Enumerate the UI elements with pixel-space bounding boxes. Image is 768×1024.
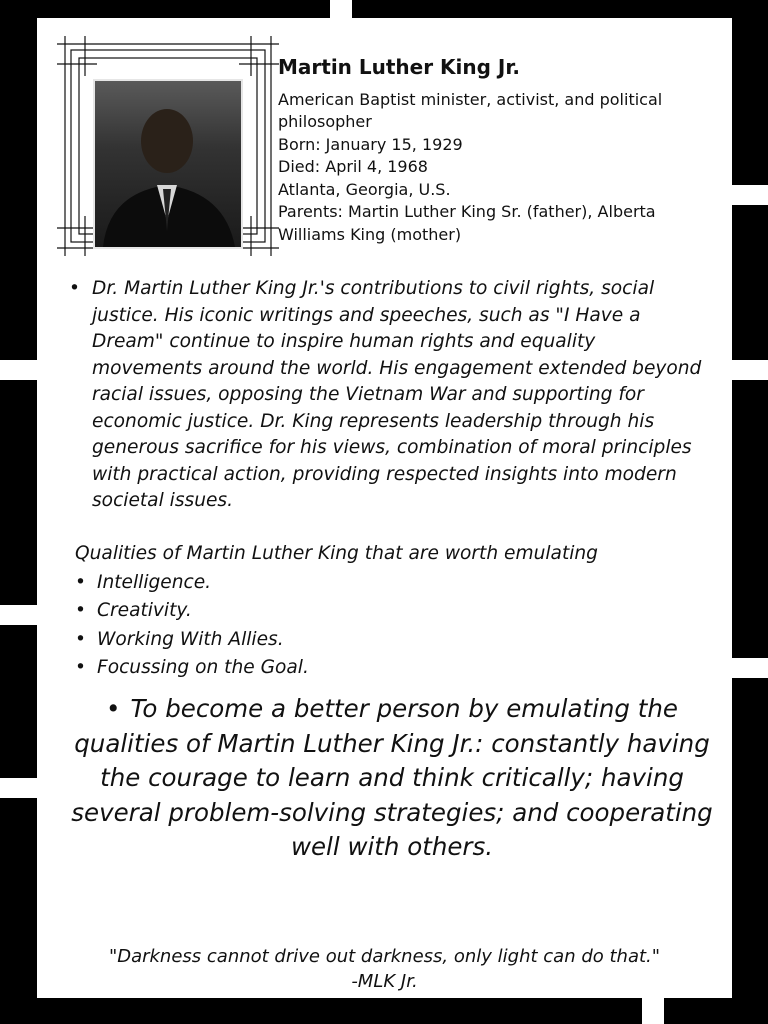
profile-header (278, 56, 718, 246)
list-item: • Intelligence. (75, 569, 715, 598)
list-item: • Creativity. (75, 597, 715, 626)
frame-gap-right-2 (732, 360, 768, 380)
bullet-icon: • (75, 600, 86, 621)
person-birthplace: Atlanta, Georgia, U.S. (278, 179, 451, 199)
person-silhouette-icon (95, 81, 241, 247)
portrait-frame (57, 36, 279, 256)
document-card (37, 18, 732, 998)
quote-block (37, 944, 732, 994)
bullet-icon: • (75, 628, 86, 650)
bullet-icon: • (69, 278, 80, 299)
bullet-icon: • (75, 571, 86, 593)
frame-gap-left-3 (0, 778, 37, 798)
frame-gap-right-3 (732, 658, 768, 678)
biography-paragraph (69, 276, 709, 515)
portrait-photo (93, 79, 243, 249)
list-item: • Focussing on the Goal. (75, 654, 715, 683)
qualities-section (75, 540, 715, 683)
frame-gap-top (330, 0, 352, 18)
frame-gap-left-2 (0, 605, 37, 625)
bullet-icon: • (106, 694, 121, 723)
frame-gap-right-1 (732, 185, 768, 205)
qualities-heading: Qualities of Martin Luther King that are worth emulating (75, 543, 598, 564)
person-parents: Parents: Martin Luther King Sr. (father), Alberta Williams King (mother) (278, 202, 656, 244)
biography-text: Dr. Martin Luther King Jr.'s contributions to civil rights, social justice. His iconic writings and speeches, such as "I Have a Dream" continue to inspire human rights and equality movements around the world. His engagement extended beyond racial issues, opposing the Vietnam War and supporting for economic justice. Dr. King represents leadership through his generous sacrifice for his views, combination of moral principles with practical action, providing respected insights into modern societal issues. (92, 278, 702, 511)
quote-text: "Darkness cannot drive out darkness, only light can do that." (108, 946, 661, 967)
person-name: Martin Luther King Jr. (278, 55, 520, 79)
list-item: • Working With Allies. (75, 626, 715, 655)
person-born: Born: January 15, 1929 (278, 134, 463, 154)
qualities-list (75, 569, 715, 683)
self-improvement-statement (57, 692, 727, 865)
self-improvement-text: To become a better person by emulating the qualities of Martin Luther King Jr.: constantly having the courage to learn and think critically; having several problem-solving strategies; and cooperating well with others. (71, 694, 713, 861)
frame-gap-left-1 (0, 360, 37, 380)
person-died: Died: April 4, 1968 (278, 157, 428, 176)
person-description: American Baptist minister, activist, and political philosopher (278, 89, 663, 131)
bullet-icon: • (75, 657, 86, 678)
frame-gap-bottom (642, 998, 664, 1024)
quote-author: -MLK Jr. (351, 971, 418, 992)
